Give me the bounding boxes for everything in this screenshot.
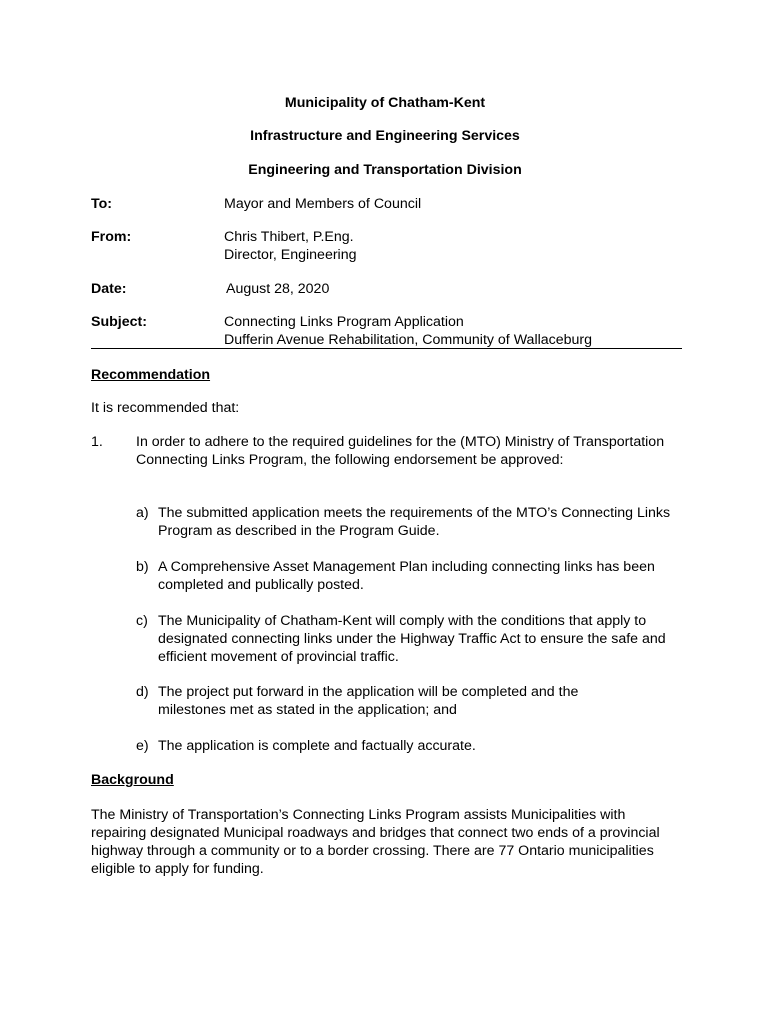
subject-line-2: Dufferin Avenue Rehabilitation, Community of Wallaceburg [224, 332, 593, 348]
recommendation-heading: Recommendation [91, 367, 211, 383]
date-value: August 28, 2020 [226, 281, 330, 297]
to-label: To: [91, 196, 113, 212]
background-heading: Background [91, 772, 174, 788]
division-title: Engineering and Transportation Division [248, 162, 522, 178]
item-number: 1. [91, 434, 103, 450]
department-title: Infrastructure and Engineering Services [250, 128, 520, 144]
subject-label: Subject: [91, 314, 147, 330]
from-label: From: [91, 229, 132, 245]
subitem-text-c: The Municipality of Chatham-Kent will comply with the conditions that apply to designated connecting links under the Highway Traffic Act to ensure the safe and efficient movement of provincial traffic. [158, 613, 666, 665]
subitem-text-b: A Comprehensive Asset Management Plan including connecting links has been completed and publically posted. [158, 559, 655, 593]
to-value: Mayor and Members of Council [224, 196, 422, 212]
date-label: Date: [91, 281, 127, 297]
from-name: Chris Thibert, P.Eng. [224, 229, 354, 245]
header-divider [91, 348, 682, 349]
item-text: In order to adhere to the required guidelines for the (MTO) Ministry of Transportation Connecting Links Program, the following endorsement be approved: [136, 434, 665, 468]
subitem-text-e: The application is complete and factually accurate. [158, 738, 476, 754]
background-text: The Ministry of Transportation’s Connecting Links Program assists Municipalities with repairing designated Municipal roadways and bridges that connect two ends of a provincial highway through a community or to a border crossing. There are 77 Ontario municipalities eligible to apply for funding. [91, 807, 660, 877]
subitem-text-d: The project put forward in the application will be completed and the milestones met as stated in the application; and [158, 684, 579, 718]
subitem-letter-c: c) [136, 613, 148, 629]
subitem-letter-b: b) [136, 559, 149, 575]
subitem-letter-e: e) [136, 738, 149, 754]
subject-line-1: Connecting Links Program Application [224, 314, 464, 330]
from-title: Director, Engineering [224, 247, 357, 263]
recommendation-intro: It is recommended that: [91, 400, 240, 416]
subitem-letter-d: d) [136, 684, 149, 700]
subitem-text-a: The submitted application meets the requirements of the MTO’s Connecting Links Program as described in the Program Guide. [158, 505, 671, 539]
subitem-letter-a: a) [136, 505, 149, 521]
organization-title: Municipality of Chatham-Kent [284, 95, 486, 111]
